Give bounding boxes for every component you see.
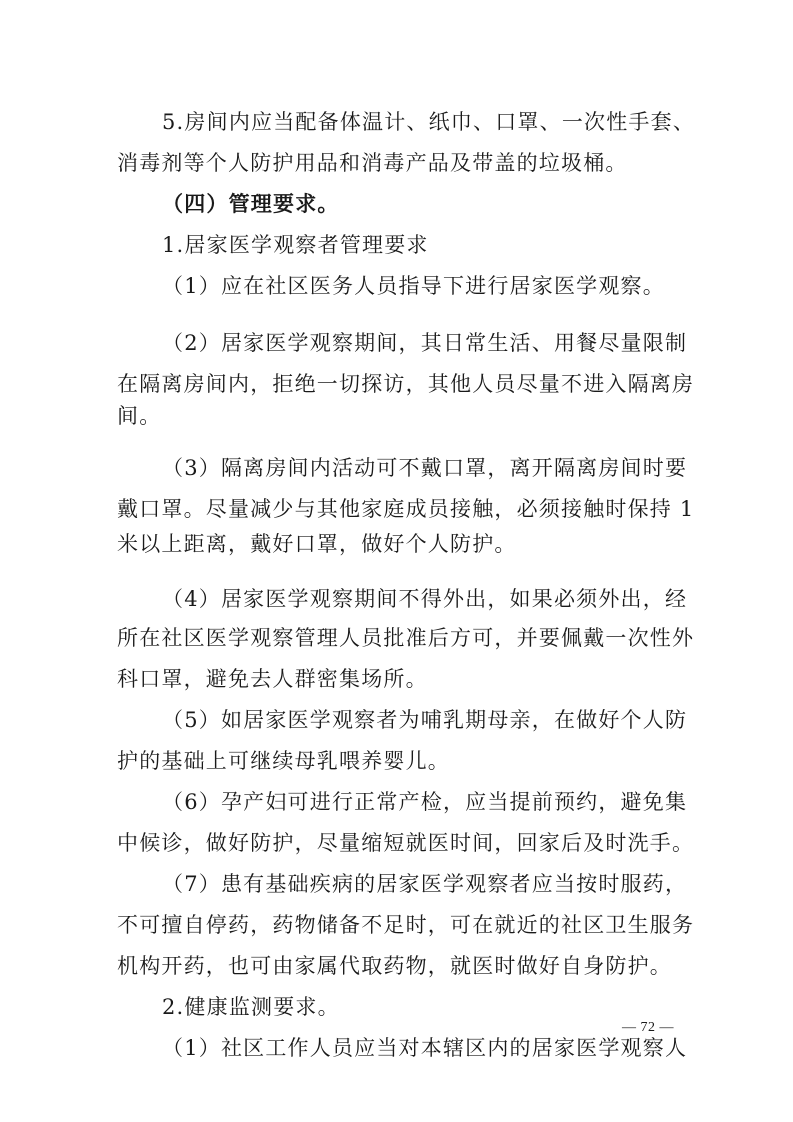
text-line-2: 消毒剂等个人防护用品和消毒产品及带盖的垃圾桶。 [117,151,628,175]
page-number: — 72 — [622,1020,674,1035]
subheading-health-monitoring: 2.健康监测要求。 [162,995,340,1019]
text-line-11: 米以上距离，戴好口罩，做好个人防护。 [117,532,517,556]
text-line-20: 不可擅自停药，药物储备不足时，可在就近的社区卫生服务 [117,913,695,937]
text-line-23: （1）社区工作人员应当对本辖区内的居家医学观察人 [162,1036,688,1060]
section-heading-4: （四）管理要求。 [162,191,340,216]
text-line-14: 科口罩，避免去人群密集场所。 [117,667,428,691]
subheading-observer-requirements: 1.居家医学观察者管理要求 [162,233,429,257]
text-line-1: 5.房间内应当配备体温计、纸巾、口罩、一次性手套、 [162,110,696,134]
text-line-18: 中候诊，做好防护，尽量缩短就医时间，回家后及时洗手。 [117,831,695,855]
text-line-8: 间。 [117,404,162,428]
text-line-5: （1）应在社区医务人员指导下进行居家医学观察。 [162,274,665,298]
text-line-10: 戴口罩。尽量减少与其他家庭成员接触，必须接触时保持 1 [117,497,695,521]
text-line-16: 护的基础上可继续母乳喂养婴儿。 [117,749,450,773]
text-line-6: （2）居家医学观察期间，其日常生活、用餐尽量限制 [162,331,688,355]
text-line-21: 机构开药，也可由家属代取药物，就医时做好自身防护。 [117,954,672,978]
text-line-7: 在隔离房间内，拒绝一切探访，其他人员尽量不进入隔离房 [117,372,695,396]
text-line-13: 所在社区医学观察管理人员批准后方可，并要佩戴一次性外 [117,626,695,650]
text-line-15: （5）如居家医学观察者为哺乳期母亲，在做好个人防 [162,708,688,732]
text-line-19: （7）患有基础疾病的居家医学观察者应当按时服药， [162,872,688,896]
text-line-17: （6）孕产妇可进行正常产检，应当提前预约，避免集 [162,790,688,814]
text-line-12: （4）居家医学观察期间不得外出，如果必须外出，经 [162,587,688,611]
text-line-9: （3）隔离房间内活动可不戴口罩，离开隔离房间时要 [162,456,688,480]
